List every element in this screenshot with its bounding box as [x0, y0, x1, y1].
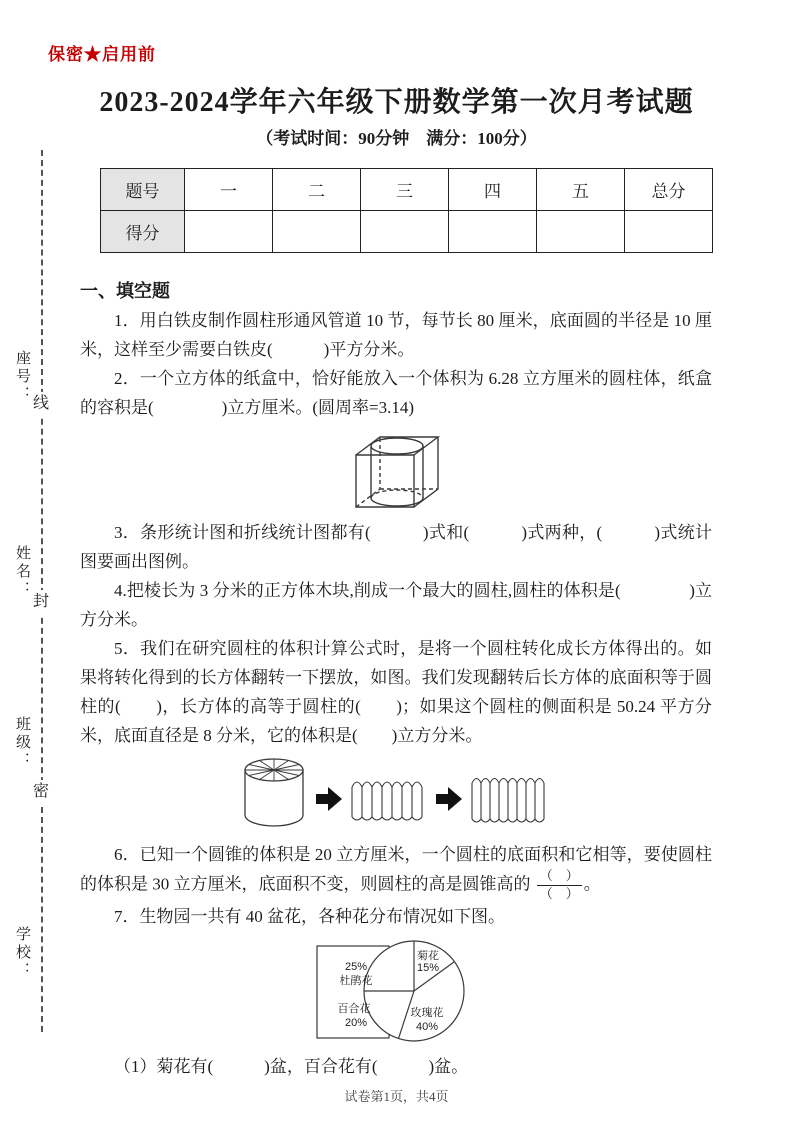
pie-label-baihehua: 百合花: [337, 1002, 370, 1015]
class-label: 班级：: [14, 716, 30, 770]
pie-pct-dujuanhua: 25%: [344, 960, 367, 973]
score-cell: [185, 211, 273, 253]
score-table-header-1: 一: [185, 169, 273, 211]
figure-pie-chart: [80, 934, 712, 1049]
seal-char-mi: 密: [33, 780, 49, 804]
cube-top-face: [356, 437, 438, 455]
score-cell: [625, 211, 713, 253]
question-1: 1．用白铁皮制作圆柱形通风管道 10 节，每节长 80 厘米，底面圆的半径是 10 厘米，这样至少需要白铁皮( )平方分米。: [80, 311, 712, 359]
cube-front-face: [356, 455, 414, 507]
exam-info: （考试时间：90分钟 满分：100分）: [256, 129, 537, 148]
score-table-header-5: 五: [537, 169, 625, 211]
fraction-denominator: （ ）: [539, 885, 579, 901]
cylinder-bottom-arc: [371, 498, 423, 506]
pie-label-meiguihua: 玫瑰花: [410, 1006, 443, 1019]
name-label: 姓名：: [14, 545, 30, 599]
cube-right-face: [414, 437, 438, 507]
cylinder-bottom: [245, 815, 303, 826]
score-table-header-2: 二: [273, 169, 361, 211]
seal-char-xian: 线: [33, 392, 49, 416]
question-6: [80, 840, 712, 902]
score-cell: [273, 211, 361, 253]
question-5: 5．我们在研究圆柱的体积计算公式时，是将一个圆柱转化成长方体得出的。如果将转化得到的长方体翻转一下摆放，如图。我们发现翻转后长方体的底面积等于圆柱的( )，长方体的高等于圆柱的( )；如果这个圆柱的侧面积是 50.24 平方分米，底面直径是 8 分米，它的体积是( )立方分米。: [80, 639, 712, 745]
arrow-right-icon: [316, 787, 342, 811]
sliced-block-slice-lines: [352, 787, 422, 817]
score-table-header-row: [101, 169, 713, 211]
seat-number-label: 座号：: [14, 350, 30, 404]
question-4: 4.把棱长为 3 分米的正方体木块,削成一个最大的圆柱,圆柱的体积是( )立方分米。: [80, 581, 712, 629]
score-table: [100, 168, 713, 253]
cylinder-bottom-hidden-arc: [371, 490, 423, 498]
figure-cube-with-cylinder: [80, 425, 712, 515]
pie-pct-meiguihua: 40%: [415, 1020, 438, 1033]
question-6-text: 6．已知一个圆锥的体积是 20 立方厘米，一个圆柱的底面积和它相等，要使圆柱的体积是 30 立方厘米，底面积不变，则圆柱的高是圆锥高的: [80, 845, 712, 894]
sliced-block-top-scallops: [352, 782, 422, 787]
score-table-header-3: 三: [361, 169, 449, 211]
sliced-block-bottom-scallops: [352, 817, 422, 820]
pie-pct-juhua: 15%: [416, 961, 439, 974]
cuboid-top-scallops: [472, 779, 544, 784]
score-cell: [537, 211, 625, 253]
figure-cylinder-transformation: [80, 753, 712, 837]
score-table-header-tihao: 题号: [101, 169, 185, 211]
score-table-header-total: 总分: [625, 169, 713, 211]
score-row-label: 得分: [101, 211, 185, 253]
page-footer: 试卷第1页，共4页: [344, 1089, 449, 1104]
fraction-numerator: （ ）: [537, 869, 582, 886]
flower-pie-chart: [314, 934, 479, 1049]
seal-char-feng: 封: [33, 590, 49, 614]
cuboid-slice-lines: [472, 783, 544, 819]
question-7-sub1: （1）菊花有( )盆，百合花有( )盆。: [114, 1056, 469, 1076]
section-heading-fill-blanks: 一、填空题: [80, 281, 170, 301]
school-label: 学校：: [14, 926, 30, 980]
question-7: 7．生物园一共有 40 盆花，各种花分布情况如下图。: [114, 906, 505, 926]
pie-label-dujuanhua: 杜鹃花: [339, 974, 372, 987]
score-cell: [449, 211, 537, 253]
pie-label-juhua: 菊花: [416, 949, 439, 962]
cube-cylinder-drawing: [344, 425, 448, 515]
cylinder-top-ellipse: [371, 438, 423, 454]
arrow-right-icon: [436, 787, 462, 811]
pie-pct-baihehua: 20%: [344, 1016, 367, 1029]
content-column: [80, 276, 712, 1081]
question-3: 3．条形统计图和折线统计图都有( )式和( )式两种，( )式统计图要画出图例。: [80, 523, 712, 571]
cuboid-bottom-scallops: [472, 819, 544, 822]
cube-hidden-edges: [356, 437, 438, 507]
fraction-blank: [537, 869, 582, 902]
page-title: 2023-2024学年六年级下册数学第一次月考试题: [99, 87, 694, 118]
cylinder-to-cuboid-drawing: [240, 753, 552, 837]
score-table-header-4: 四: [449, 169, 537, 211]
score-table-score-row: [101, 211, 713, 253]
question-2: 2．一个立方体的纸盒中，恰好能放入一个体积为 6.28 立方厘米的圆柱体，纸盒的容积是( )立方厘米。(圆周率=3.14): [80, 369, 712, 417]
secrecy-notice: 保密★启用前: [48, 45, 156, 64]
question-6-period: 。: [583, 874, 601, 894]
score-cell: [361, 211, 449, 253]
